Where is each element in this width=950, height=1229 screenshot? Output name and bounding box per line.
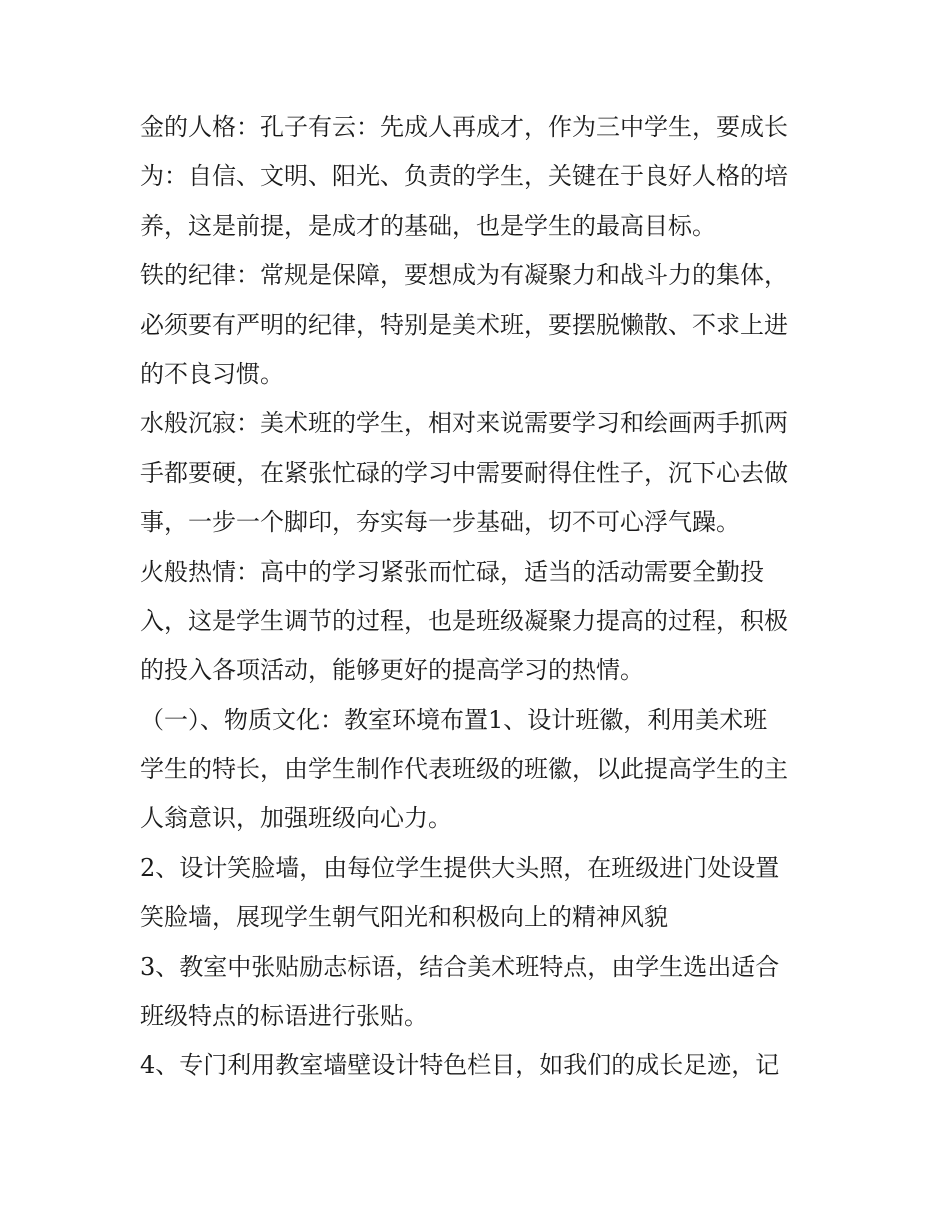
text-line: 水般沉寂：美术班的学生，相对来说需要学习和绘画两手抓两 <box>140 409 788 438</box>
body-text <box>140 103 820 1091</box>
text-line: 班级特点的标语进行张贴。 <box>140 1002 428 1031</box>
text-line: 事，一步一个脚印，夯实每一步基础，切不可心浮气躁。 <box>140 508 740 537</box>
text-line: 的投入各项活动，能够更好的提高学习的热情。 <box>140 656 644 685</box>
text-line: 的不良习惯。 <box>140 359 284 388</box>
text-line: 手都要硬，在紧张忙碌的学习中需要耐得住性子，沉下心去做 <box>140 458 788 487</box>
text-line: 4、专门利用教室墙壁设计特色栏目，如我们的成长足迹，记 <box>140 1051 780 1080</box>
text-line: 金的人格：孔子有云：先成人再成才，作为三中学生，要成长 <box>140 113 788 141</box>
text-line: 铁的纪律：常规是保障，要想成为有凝聚力和战斗力的集体， <box>140 261 788 290</box>
text-line: 3、教室中张贴励志标语，结合美术班特点，由学生选出适合 <box>140 952 780 981</box>
text-line: 人翁意识，加强班级向心力。 <box>140 804 452 833</box>
text-line: （一）、物质文化：教室环境布置1、设计班徽，利用美术班 <box>140 705 768 734</box>
text-line: 笑脸墙，展现学生朝气阳光和积极向上的精神风貌 <box>140 903 668 932</box>
text-line: 火般热情：高中的学习紧张而忙碌，适当的活动需要全勤投 <box>140 557 764 586</box>
text-line: 必须要有严明的纪律，特别是美术班，要摆脱懒散、不求上进 <box>140 310 788 339</box>
text-line: 学生的特长，由学生制作代表班级的班徽，以此提高学生的主 <box>140 755 788 784</box>
text-line: 养，这是前提，是成才的基础，也是学生的最高目标。 <box>140 211 716 240</box>
text-line: 入，这是学生调节的过程，也是班级凝聚力提高的过程，积极 <box>140 606 788 635</box>
text-line: 2、设计笑脸墙，由每位学生提供大头照，在班级进门处设置 <box>140 853 780 882</box>
text-line: 为：自信、文明、阳光、负责的学生，关键在于良好人格的培 <box>140 162 788 191</box>
